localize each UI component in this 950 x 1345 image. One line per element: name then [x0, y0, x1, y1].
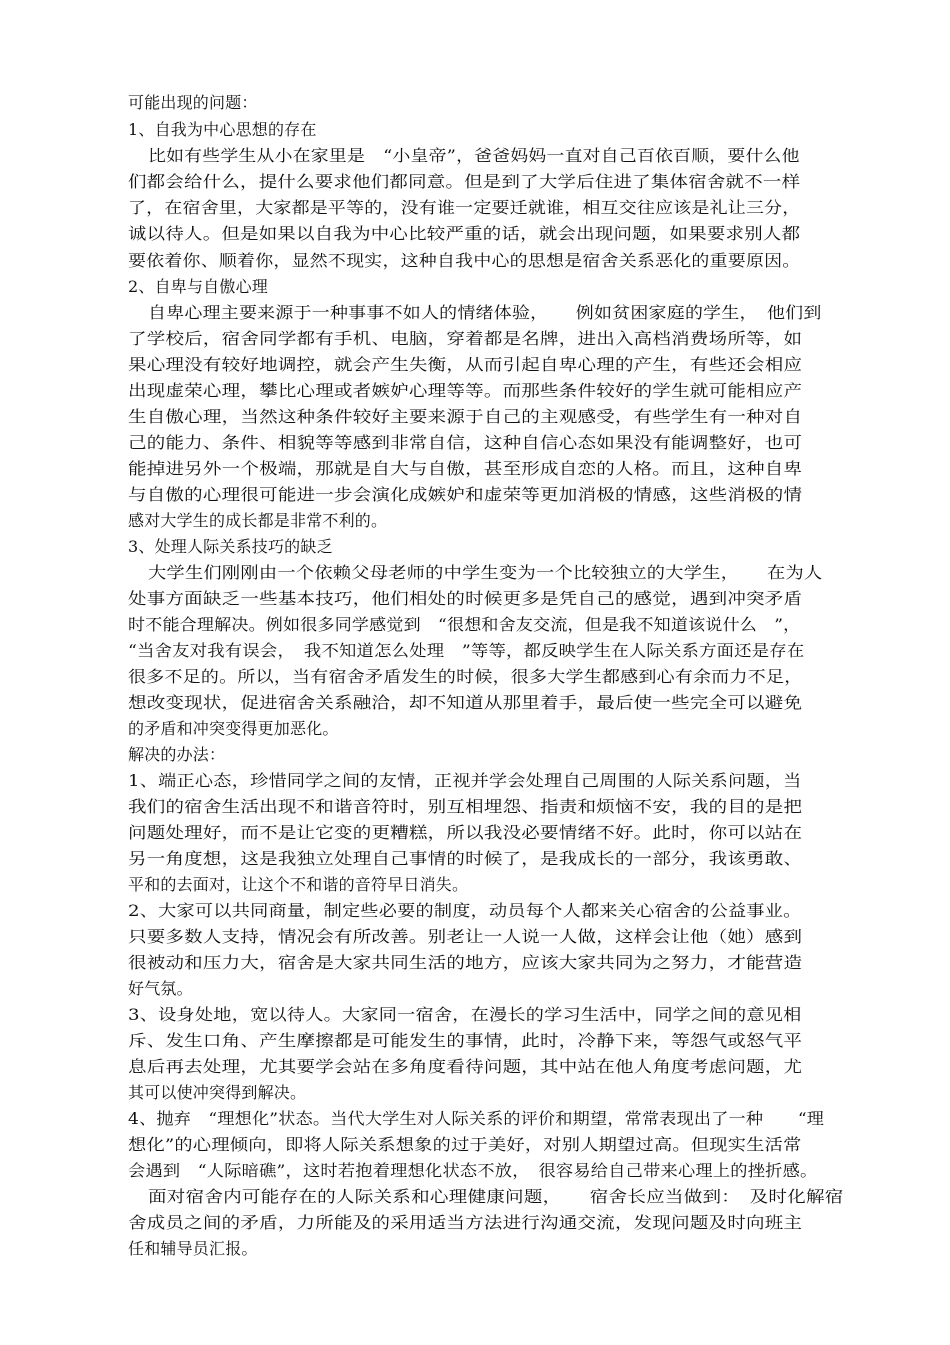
paragraph-line: 问题处理好，而不是让它变的更糟糕，所以我没必要情绪不好。此时，你可以站在: [128, 823, 803, 842]
paragraph-line: 2、大家可以共同商量，制定些必要的制度，动员每个人都来关心宿舍的公益事业。: [128, 901, 802, 920]
paragraph-line: 2、自卑与自傲心理: [128, 277, 268, 296]
paragraph-line: 4、抛弃 “理想化”状态。当代大学生对人际关系的评价和期望，常常表现出了一种 “理: [128, 1109, 825, 1128]
paragraph-line: 能掉进另外一个极端，那就是自大与自傲，甚至形成自恋的人格。而且，这种自卑: [128, 459, 803, 478]
paragraph-line: 很被动和压力大，宿舍是大家共同生活的地方，应该大家共同为之努力，才能营造: [128, 953, 803, 972]
paragraph-line: 解决的办法：: [128, 745, 226, 764]
paragraph-line: 诚以待人。但是如果以自我为中心比较严重的话，就会出现问题，如果要求别人都: [128, 224, 801, 243]
paragraph-line: 生自傲心理，当然这种条件较好主要来源于自己的主观感受，有些学生有一种对自: [128, 407, 803, 426]
paragraph-line: 感对大学生的成长都是非常不利的。: [128, 511, 388, 530]
paragraph-line: 大学生们刚刚由一个依赖父母老师的中学生变为一个比较独立的大学生， 在为人: [148, 563, 823, 582]
paragraph-line: 平和的去面对，让这个不和谐的音符早日消失。: [128, 875, 469, 894]
paragraph-line: 其可以使冲突得到解决。: [128, 1083, 307, 1102]
paragraph-line: 的矛盾和冲突变得更加恶化。: [128, 719, 339, 738]
paragraph-line: 我们的宿舍生活出现不和谐音符时，别互相埋怨、指责和烦恼不安，我的目的是把: [128, 797, 803, 816]
paragraph-line: 处事方面缺乏一些基本技巧，他们相处的时候更多是凭自己的感觉，遇到冲突矛盾: [128, 589, 803, 608]
paragraph-line: 任和辅导员汇报。: [128, 1239, 258, 1258]
paragraph-line: 息后再去处理，尤其要学会站在多角度看待问题，其中站在他人角度考虑问题，尤: [128, 1057, 803, 1076]
paragraph-line: 出现虚荣心理，攀比心理或者嫉妒心理等等。而那些条件较好的学生就可能相应产: [128, 381, 803, 400]
paragraph-line: 与自傲的心理很可能进一步会演化成嫉妒和虚荣等更加消极的情感，这些消极的情: [128, 485, 803, 504]
paragraph-line: 们都会给什么，提什么要求他们都同意。但是到了大学后住进了集体宿舍就不一样: [128, 172, 801, 191]
paragraph-line: 己的能力、条件、相貌等等感到非常自信，这种自信心态如果没有能调整好，也可: [128, 433, 803, 452]
paragraph-line: 很多不足的。所以，当有宿舍矛盾发生的时候，很多大学生都感到心有余而力不足，: [128, 667, 803, 686]
paragraph-line: 果心理没有较好地调控，就会产生失衡，从而引起自卑心理的产生，有些还会相应: [128, 355, 803, 374]
paragraph-line: 了学校后，宿舍同学都有手机、电脑，穿着都是名牌，进出入高档消费场所等，如: [128, 329, 803, 348]
paragraph-line: 了，在宿舍里，大家都是平等的，没有谁一定要迁就谁，相互交往应该是礼让三分，: [128, 198, 801, 217]
paragraph-line: 舍成员之间的矛盾，力所能及的采用适当方法进行沟通交流，发现问题及时向班主: [128, 1213, 803, 1232]
paragraph-line: 斥、发生口角、产生摩擦都是可能发生的事情，此时，冷静下来，等怨气或怒气平: [128, 1031, 803, 1050]
paragraph-line: 比如有些学生从小在家里是 “小皇帝”，爸爸妈妈一直对自己百依百顺，要什么他: [148, 146, 800, 165]
paragraph-line: 面对宿舍内可能存在的人际关系和心理健康问题， 宿舍长应当做到： 及时化解宿: [148, 1187, 844, 1206]
paragraph-line: 1、自我为中心思想的存在: [128, 120, 317, 139]
paragraph-line: 只要多数人支持，情况会有所改善。别老让一人说一人做，这样会让他（她）感到: [128, 927, 803, 946]
paragraph-line: 3、处理人际关系技巧的缺乏: [128, 537, 333, 556]
paragraph-line: 想改变现状，促进宿舍关系融洽，却不知道从那里着手，最后使一些完全可以避免: [128, 693, 803, 712]
paragraph-line: 自卑心理主要来源于一种事事不如人的情绪体验， 例如贫困家庭的学生， 他们到: [148, 303, 822, 322]
paragraph-line: “当舍友对我有误会， 我不知道怎么处理 ”等等，都反映学生在人际关系方面还是存在: [128, 641, 805, 660]
paragraph-line: 另一角度想，这是我独立处理自己事情的时候了，是我成长的一部分，我该勇敢、: [128, 849, 803, 868]
paragraph-line: 3、设身处地，宽以待人。大家同一宿舍，在漫长的学习生活中，同学之间的意见相: [128, 1005, 802, 1024]
paragraph-line: 要依着你、顺着你，显然不现实，这种自我中心的思想是宿舍关系恶化的重要原因。: [128, 251, 801, 270]
paragraph-line: 可能出现的问题：: [128, 93, 258, 112]
paragraph-line: 时不能合理解决。例如很多同学感觉到 “很想和舍友交流，但是我不知道该说什么 ”，: [128, 615, 801, 634]
paragraph-line: 1、端正心态，珍惜同学之间的友情，正视并学会处理自己周围的人际关系问题，当: [128, 771, 802, 790]
paragraph-line: 好气氛。: [128, 979, 193, 998]
paragraph-line: 想化”的心理倾向，即将人际关系想象的过于美好，对别人期望过高。但现实生活常: [128, 1135, 802, 1154]
paragraph-line: 会遇到 “人际暗礁”，这时若抱着理想化状态不放， 很容易给自己带来心理上的挫折感。: [128, 1161, 818, 1180]
